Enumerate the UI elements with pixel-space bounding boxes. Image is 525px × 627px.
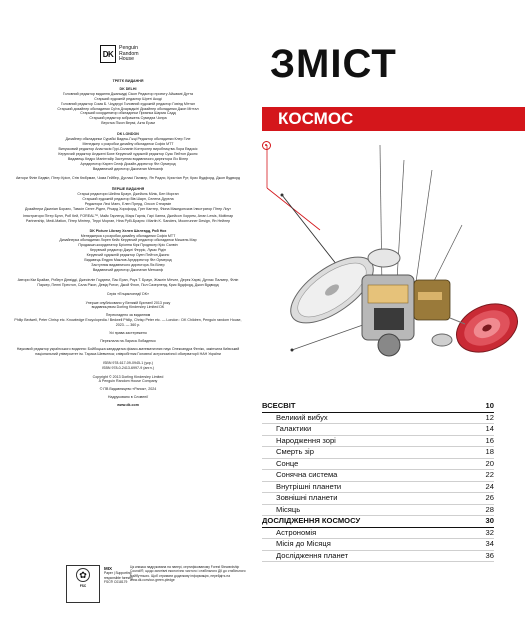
toc-item-label: Астрономія <box>276 527 317 537</box>
toc-item[interactable] <box>262 459 494 471</box>
toc-page-number: 28 <box>485 504 494 514</box>
toc-item[interactable] <box>262 413 494 425</box>
toc-heading[interactable] <box>262 401 494 413</box>
page-title: ЗМІСТ <box>270 42 397 86</box>
copyright-line: Philip Bedwell, Peter Chrisp etc. Knowledge Encyclopedia / Bedwell Philip, Chrisp Peter etc. — London : DK Children, Penguin random House, 2023. — 360 p. <box>14 318 242 328</box>
toc-section-universe <box>262 401 494 516</box>
imprint-line: Редактори Лесі Манч, Елен Прерд, Олсон Стеармін <box>84 202 172 207</box>
toc-page-number: 10 <box>485 401 494 410</box>
toc-page-number: 24 <box>485 481 494 491</box>
toc-item[interactable] <box>262 424 494 436</box>
toc-heading-label: ВСЕСВІТ <box>262 401 296 410</box>
toc-page-number: 34 <box>485 539 494 548</box>
toc-item-label: Великий вибух <box>276 412 328 422</box>
picture-library-heading: DK Picture Library Хелен Шелтард, Рой Нох <box>89 228 167 233</box>
imprint-line: Головний редактор видання Джаншуді Сікон Редактор проекту Айшвані Дутта <box>62 91 194 96</box>
small-antenna <box>432 334 452 346</box>
isbn-line: ISBN 978-617-09-0945-1 (укр.) <box>103 360 153 365</box>
imprint-line: Керуючий редактор Джулі Ферріс, Лукас Рідін <box>89 248 167 253</box>
publisher-logo <box>119 46 139 63</box>
imprint-line: Старший художній редактор Вів Шарп, Селена Дурела <box>82 197 174 202</box>
fsc-logo: ✿ FSC <box>66 565 100 603</box>
fsc-note: Ця книжка надрукована на папері, сертифікованому Forest Stewardship Council®, щодо заготівлі екологічно чистого і стабільного ДК до стабільного майбутнього. Щоб отримати додаткову інформацію, перейдіть на www.dk.com/our-green-pledge <box>130 565 246 582</box>
copyright-line: Уперше опубліковано у Великій Британії 2013 року <box>85 300 171 305</box>
antenna-tip <box>291 349 294 352</box>
toc-page-number: 12 <box>485 412 494 422</box>
toc-item[interactable] <box>262 551 494 563</box>
publisher-line: Random <box>119 50 139 57</box>
imprint-line: Видавничий директор Джонатан Меткалф <box>92 267 164 272</box>
fsc-mix-line: Paper | Supporting <box>104 571 132 576</box>
imprint-line: Керуючий художній редактор Оуен Пейтон Джонс <box>86 253 170 258</box>
toc-item-label: Дослідження планет <box>276 550 349 560</box>
imprint-line: Видавець Ендрю Маклов Артдиректор Філ Ормерод <box>84 258 172 263</box>
toc-page-number: 22 <box>485 470 494 479</box>
imprint-line: Заступник видавничого директора Ліз Вілер <box>91 263 165 267</box>
dk-logo-text: DK <box>102 49 114 59</box>
section-title: КОСМОС <box>278 109 354 128</box>
toc-item-label: Галактики <box>276 424 312 433</box>
copyright-line: Надруковано в Словенії <box>107 395 149 400</box>
toc-item-label: Сонячна система <box>276 470 338 479</box>
toc-item-label: Смерть зір <box>276 447 314 456</box>
copyright-line: © ПВ Видавництво «Ранок», 2024 <box>99 387 157 392</box>
toc-heading-label: ДОСЛІДЖЕННЯ КОСМОСУ <box>262 516 361 525</box>
toc-item[interactable] <box>262 470 494 482</box>
toc-page-number: 14 <box>485 424 494 433</box>
imprint-line: Старший дизайнер обкладинки Суїта Дхармджіті Дизайнер обкладинки Джон Міттал <box>57 106 199 111</box>
boom-antenna <box>380 145 382 290</box>
toc-item[interactable] <box>262 482 494 494</box>
imprint-line: Випусковий редактор Анастасія Гурі-Силанін Контролер виробництва Лора Евдокіс <box>58 146 198 151</box>
copyright-line: Переклала на Лариса Лобаденко <box>100 338 156 343</box>
toc-item-label: Місяць <box>276 504 301 514</box>
imprint-delhi <box>14 79 242 408</box>
toc-item-label: Внутрішні планети <box>276 481 342 491</box>
imprint-line: Видавець Кедро Манінтайр Заступник видавничого директора Ліз Вілер <box>67 156 189 161</box>
huygens-probe <box>449 295 525 362</box>
boom-antenna <box>282 195 337 265</box>
copyright-line: Copyright © 2013 Dorling Kindersley Limited <box>92 374 164 379</box>
imprint-line: Дизайнерка обкладинки Лорен Кейс Керуючий редактор обкладинки Мишель Мар <box>59 238 197 243</box>
science-editor: Науковий редактор українського видання: Бойбоцька кандидатка фізико-математичних наук Олександра Фелікс, закінчила Київський національний університет ім. Тараса Шевченка; співробітник Головної астрономічної обсерваторії НАН України <box>16 346 240 356</box>
imprint-line: Видавничий директор Джонатан Меткалф <box>92 166 164 171</box>
fsc-mix-line: FSC® C018179 <box>104 580 128 585</box>
series-line: Серія «Енциклопедії DK» <box>106 291 150 296</box>
authors-line: Автори Кім Брайан, Роберт Дінвідді, Джесіплін Гоудхем, Пас Еран, Роуз Т. Браун, Жаклін Мітчел, Дерек Харві, Дуглас Палмер, Філіп Паркер, Пенні Престон, Сала Рікон, Девід Ротон, Джой Флон, Пол Сазерленд, Крис Вудфорд, Джон Вудворд <box>17 277 239 287</box>
edition-label: ТРЕТЄ ВИДАННЯ <box>112 79 144 83</box>
publisher-line: Penguin <box>119 45 139 51</box>
antenna-tip <box>281 194 284 197</box>
toc-page-number: 20 <box>485 458 494 468</box>
imprint-line: Артдиректор Карен Селф Дизайн-директор Філ Ормерод <box>80 161 176 166</box>
toc-page-number: 32 <box>485 527 494 537</box>
toc-page-number: 30 <box>485 516 494 525</box>
first-edition-heading: ПЕРШЕ ВИДАННЯ <box>111 187 145 192</box>
dk-logo <box>100 45 116 63</box>
imprint-line: Менеджерка з розробки дизайну обкладинки Софія МТТ <box>80 233 176 238</box>
copyright-line: видавництвом Dorling Kindersley Limited DK <box>91 305 165 310</box>
rtg-detail <box>418 292 442 300</box>
toc-item[interactable] <box>262 539 494 551</box>
fsc-mix-line: responsible forestry <box>104 575 133 580</box>
delhi-heading: DK DELHI <box>119 86 137 91</box>
publisher-line: House <box>119 56 134 63</box>
toc-item-label: Місія до Місяця <box>276 539 331 548</box>
imprint-line: Верстка Пікон Вермі, Акта Ерам <box>101 121 155 126</box>
toc-item[interactable] <box>262 493 494 505</box>
authors-line: Автори Філіп Бедвіл, Пітер Крісп, Стів Кюбрман, Чома Гейбер, Дугласі Палмер, Ян Ридли, Кристіан Рут, Крис Вудфорд, Джон Вудворд <box>16 176 240 181</box>
imprint-line: Старший координатор обкладинки Приянка Шарма Садд <box>80 111 176 116</box>
copyright-line: Усі права застережено <box>109 331 147 336</box>
toc-item[interactable] <box>262 528 494 540</box>
toc-item-label: Народження зорі <box>276 435 336 445</box>
toc-section-exploration <box>262 516 494 562</box>
section-bar <box>262 107 525 131</box>
toc-item[interactable] <box>262 505 494 517</box>
london-heading: DK LONDON <box>117 132 139 137</box>
imprint-line: Дизайнери Джиліан Боранс, Тамсін Сенгт-Рідел, Річард Хорсфорд, Грег Кантер, Фіона Македонсков Ілюстратор Пітер Лоут <box>25 206 231 211</box>
isbn-line: ISBN 978-0-2413-6997-9 (англ.) <box>102 365 154 370</box>
tree-icon: ✿ <box>76 568 90 582</box>
imprint-line: Старший художній редактор Шреті Акоді <box>94 96 162 101</box>
gold-foil-panel <box>368 285 408 303</box>
instrument-module <box>374 308 404 330</box>
imprint-line: Ілюстратори Пітер Булл, Роб Кей, FOREAL™, Майк Гарленд, Марк Гарлік, Гарі Ханна, Джейсон Хоррем, Arran Lewis, Moltimap Partnership, Medi-Mation, Пітер Мінітер, Террі Морган, Ніна Рубі-Браунс і Martin K. Sanders, Moonrunner Design, Ян Нейлер <box>22 213 234 223</box>
fsc-mix-label <box>104 567 133 585</box>
imprint-line: Старші редактори Шейла Браун, Джейоль Мілік, Бен Морган <box>77 192 179 197</box>
imprint-line: Керуючий редактор Анджелі Бохе Керуючий художній редактор Суяк Пейтон Джонс <box>58 151 198 156</box>
small-antenna <box>368 249 400 267</box>
toc-item-label: Сонце <box>276 458 299 468</box>
imprint-line: Дизайнер обкладинки Сурабкі Вадеш-Гжці Редактор обкладинки Клер Гіле <box>65 137 191 142</box>
imprint-line: Продакшн-координатор Бріонна Кірк Продюсер Кріс Салвін <box>78 243 178 248</box>
engine-nozzle <box>378 334 400 356</box>
imprint-line: Менеджер з розробки дизайну обкладинки Софія МТТ <box>82 141 174 146</box>
imprint-line: Головний редактор Сома Б. Чоудхурі Головний художній редактор Говінд Міттал <box>60 101 196 106</box>
toc-heading[interactable] <box>262 516 494 528</box>
cassini-spacecraft-illustration <box>262 140 525 395</box>
toc-page-number: 18 <box>485 447 494 456</box>
copyright-line: Перекладено за виданням <box>105 313 151 318</box>
copyright-line: A Penguin Random House Company <box>98 379 158 384</box>
toc-item[interactable] <box>262 436 494 448</box>
toc-page-number: 36 <box>485 550 494 560</box>
toc-page-number: 26 <box>485 493 494 502</box>
website-link: www.dk.com <box>117 403 139 408</box>
toc-item-label: Зовнішні планети <box>276 493 338 502</box>
toc-item[interactable] <box>262 447 494 459</box>
fsc-mix-line: MIX <box>104 566 113 571</box>
imprint-line: Старший редактор зображень Сумедха Чопра <box>89 116 167 121</box>
toc-page-number: 16 <box>485 435 494 445</box>
